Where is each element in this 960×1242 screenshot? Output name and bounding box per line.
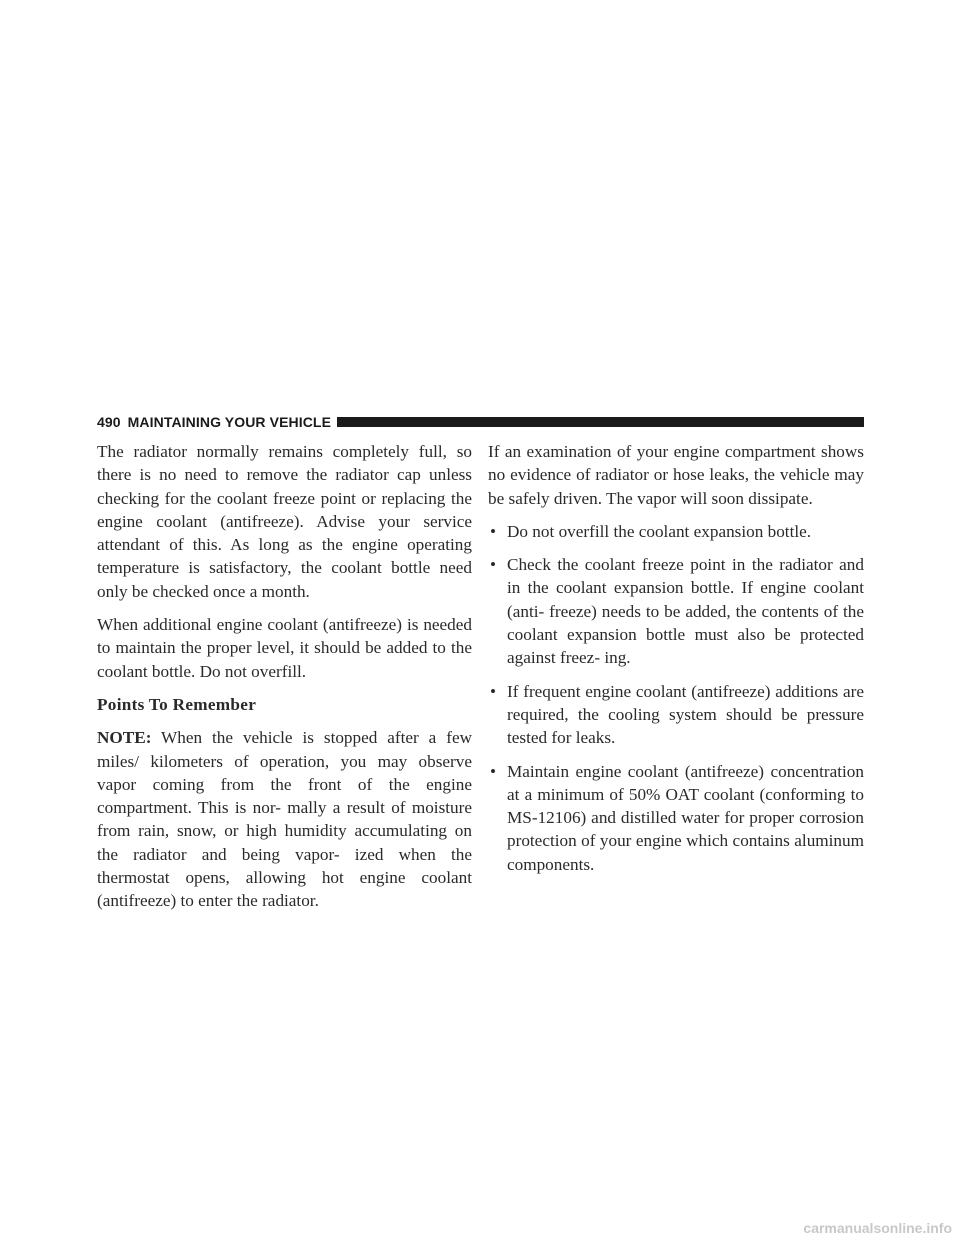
list-item: [488, 520, 864, 543]
page-number: 490: [97, 414, 121, 430]
bullet-icon: •: [490, 521, 497, 541]
note-text: When the vehicle is stopped after a few miles/ kilometers of operation, you may observe vapor coming from the front of the engine compartment. This is nor- mally a result of moisture from rain, snow, or high humidity accumulating on the radiator and being vapor- ized when the thermostat opens, allowing hot engine coolant (antifreeze) to enter the radiator.: [97, 728, 472, 911]
note-label: NOTE:: [97, 728, 152, 748]
header-rule: [337, 417, 864, 427]
list-item: [488, 760, 864, 876]
bullet-text: Check the coolant freeze point in the radiator and in the coolant expansion bottle. If engine coolant (anti- freeze) needs to be added, the contents of the coolant expansion bottle must also be protected against freez- ing.: [507, 555, 864, 668]
bullet-text: Maintain engine coolant (antifreeze) concentration at a minimum of 50% OAT coolant (conforming to MS-12106) and distilled water for proper corrosion protection of your engine which contains aluminum components.: [507, 761, 864, 874]
section-title: MAINTAINING YOUR VEHICLE: [127, 414, 332, 430]
bullet-icon: •: [490, 681, 497, 701]
bullet-list: [488, 520, 864, 876]
page-header: [97, 412, 864, 432]
right-column: [488, 440, 864, 886]
bullet-icon: •: [490, 761, 497, 781]
list-item: [488, 680, 864, 750]
paragraph-additional-coolant: When additional engine coolant (antifreeze) is needed to maintain the proper level, it should be added to the coolant bottle. Do not overfill.: [97, 615, 472, 681]
bullet-icon: •: [490, 555, 497, 575]
watermark: carmanualsonline.info: [803, 1220, 952, 1236]
left-column: [97, 440, 472, 923]
bullet-text: Do not overfill the coolant expansion bottle.: [507, 521, 812, 541]
bullet-text: If frequent engine coolant (antifreeze) additions are required, the cooling system should be pressure tested for leaks.: [507, 681, 864, 748]
paragraph-radiator-full: The radiator normally remains completely full, so there is no need to remove the radiator cap unless checking for the coolant freeze point or replacing the engine coolant (antifreeze). Advise your service attendant of this. As long as the engine operating temperature is satisfactory, the coolant bottle need only be checked once a month.: [97, 442, 472, 601]
note-paragraph: [97, 726, 472, 912]
paragraph-examination: If an examination of your engine compartment shows no evidence of radiator or hose leaks, the vehicle may be safely driven. The vapor will soon dissipate.: [488, 442, 864, 508]
list-item: [488, 553, 864, 669]
subheading-points-to-remember: Points To Remember: [97, 694, 257, 714]
